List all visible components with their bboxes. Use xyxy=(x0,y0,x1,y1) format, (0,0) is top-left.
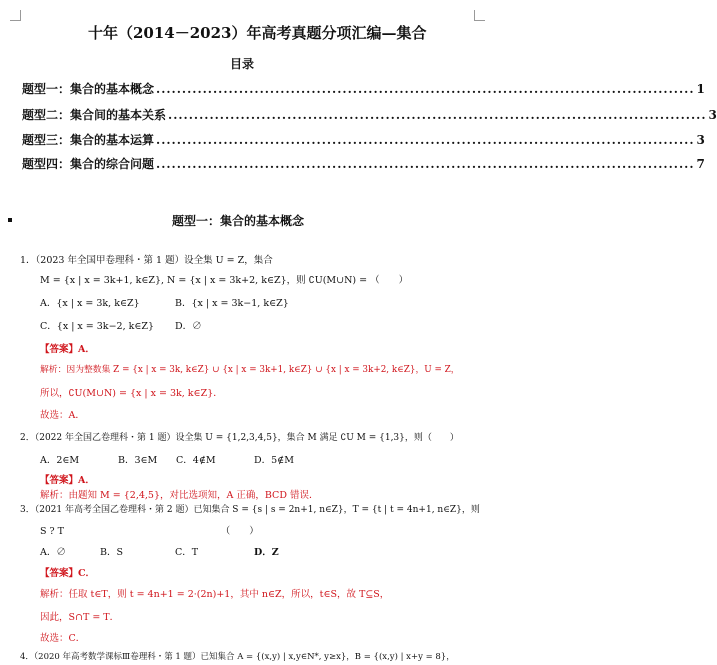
q1-analysis: 解析：因为整数集 Z = {x | x = 3k, k∈Z} ∪ {x | x = 3k+1, k∈Z} ∪ {x | x = 3k+2, k∈Z}，U = Z， xyxy=(40,365,460,375)
q3-option-d: D．Z xyxy=(254,547,279,558)
section-title: 题型一：集合的基本概念 xyxy=(172,214,305,228)
q1-option-a: A．{x | x = 3k, k∈Z} xyxy=(40,298,140,309)
q2-answer: 【答案】A． xyxy=(40,475,95,486)
toc-item-label: 题型一：集合的基本概念 xyxy=(22,82,155,96)
q1-answer: 【答案】A． xyxy=(40,344,95,355)
toc-leader: ........................................................................................................ xyxy=(156,157,695,171)
q3-option-b: B．S xyxy=(100,547,123,558)
q2-option-c: C．4∉M xyxy=(176,455,216,466)
toc-leader: ........................................................................................................ xyxy=(156,133,695,147)
q3-option-c: C．T xyxy=(175,547,199,558)
crop-mark-top-left xyxy=(10,10,21,21)
q1-analysis-2: 所以，∁U(M∪N) = {x | x = 3k, k∈Z}． xyxy=(40,388,223,399)
q1-option-b: B．{x | x = 3k−1, k∈Z} xyxy=(175,298,289,309)
toc-item-3[interactable] xyxy=(22,131,705,148)
toc-item-page: 1 xyxy=(696,82,705,96)
toc-item-page: 3 xyxy=(696,133,705,147)
q3-stem: 3．（2021 年高考全国乙卷理科・第 2 题）已知集合 S = {s | s = 2n+1, n∈Z}，T = {t | t = 4n+1, n∈Z}，则 xyxy=(20,505,480,515)
toc-leader: ........................................................................................................ xyxy=(156,82,695,96)
q1-option-c: C．{x | x = 3k−2, k∈Z} xyxy=(40,321,155,332)
toc-item-4[interactable] xyxy=(22,155,705,172)
q3-analysis: 解析：任取 t∈T，则 t = 4n+1 = 2·(2n)+1，其中 n∈Z，所以，t∈S，故 T⊆S， xyxy=(40,589,390,600)
toc-item-2[interactable] xyxy=(22,106,717,123)
toc-item-page: 7 xyxy=(696,157,705,171)
document-title: 十年（2014－2023）年高考真题分项汇编—集合 xyxy=(88,24,427,42)
toc-leader: ........................................................................................................ xyxy=(168,108,707,122)
q2-option-a: A．2∈M xyxy=(40,455,80,466)
toc-heading: 目录 xyxy=(230,57,255,71)
q1-line2: M = {x | x = 3k+1, k∈Z}, N = {x | x = 3k+2, k∈Z}，则 ∁U(M∪N) = （ ） xyxy=(40,275,409,286)
toc-item-label: 题型二：集合间的基本关系 xyxy=(22,108,167,122)
q1-stem: 1．（2023 年全国甲卷理科・第 1 题）设全集 U = Z，集合 xyxy=(20,255,273,266)
q1-option-d: D．∅ xyxy=(175,321,202,332)
q2-option-d: D．5∉M xyxy=(254,455,294,466)
q3-line2: S ? T （ ） xyxy=(40,526,259,537)
crop-mark-top-right xyxy=(474,10,485,21)
q2-analysis: 解析：由题知 M = {2,4,5}，对比选项知，A 正确，BCD 错误． xyxy=(40,490,319,501)
section-bullet xyxy=(8,218,12,222)
q1-conclusion: 故选：A． xyxy=(40,410,85,421)
toc-item-page: 3 xyxy=(708,108,717,122)
q3-answer: 【答案】C． xyxy=(40,568,96,579)
toc-item-label: 题型四：集合的综合问题 xyxy=(22,157,155,171)
q3-conclusion: 故选：C． xyxy=(40,633,86,644)
q2-stem: 2．（2022 年全国乙卷理科・第 1 题）设全集 U = {1,2,3,4,5}，集合 M 满足 ∁U M = {1,3}，则（ ） xyxy=(20,433,459,443)
q3-analysis-2: 因此，S∩T = T． xyxy=(40,612,120,623)
toc-item-1[interactable] xyxy=(22,80,705,97)
toc-item-label: 题型三：集合的基本运算 xyxy=(22,133,155,147)
q4-stem: 4．（2020 年高考数学课标Ⅲ卷理科・第 1 题）已知集合 A = {(x,y) | x,y∈N*, y≥x}，B = {(x,y) | x+y = 8}， xyxy=(20,652,455,662)
q3-option-a: A．∅ xyxy=(40,547,66,558)
q2-option-b: B．3∈M xyxy=(118,455,158,466)
